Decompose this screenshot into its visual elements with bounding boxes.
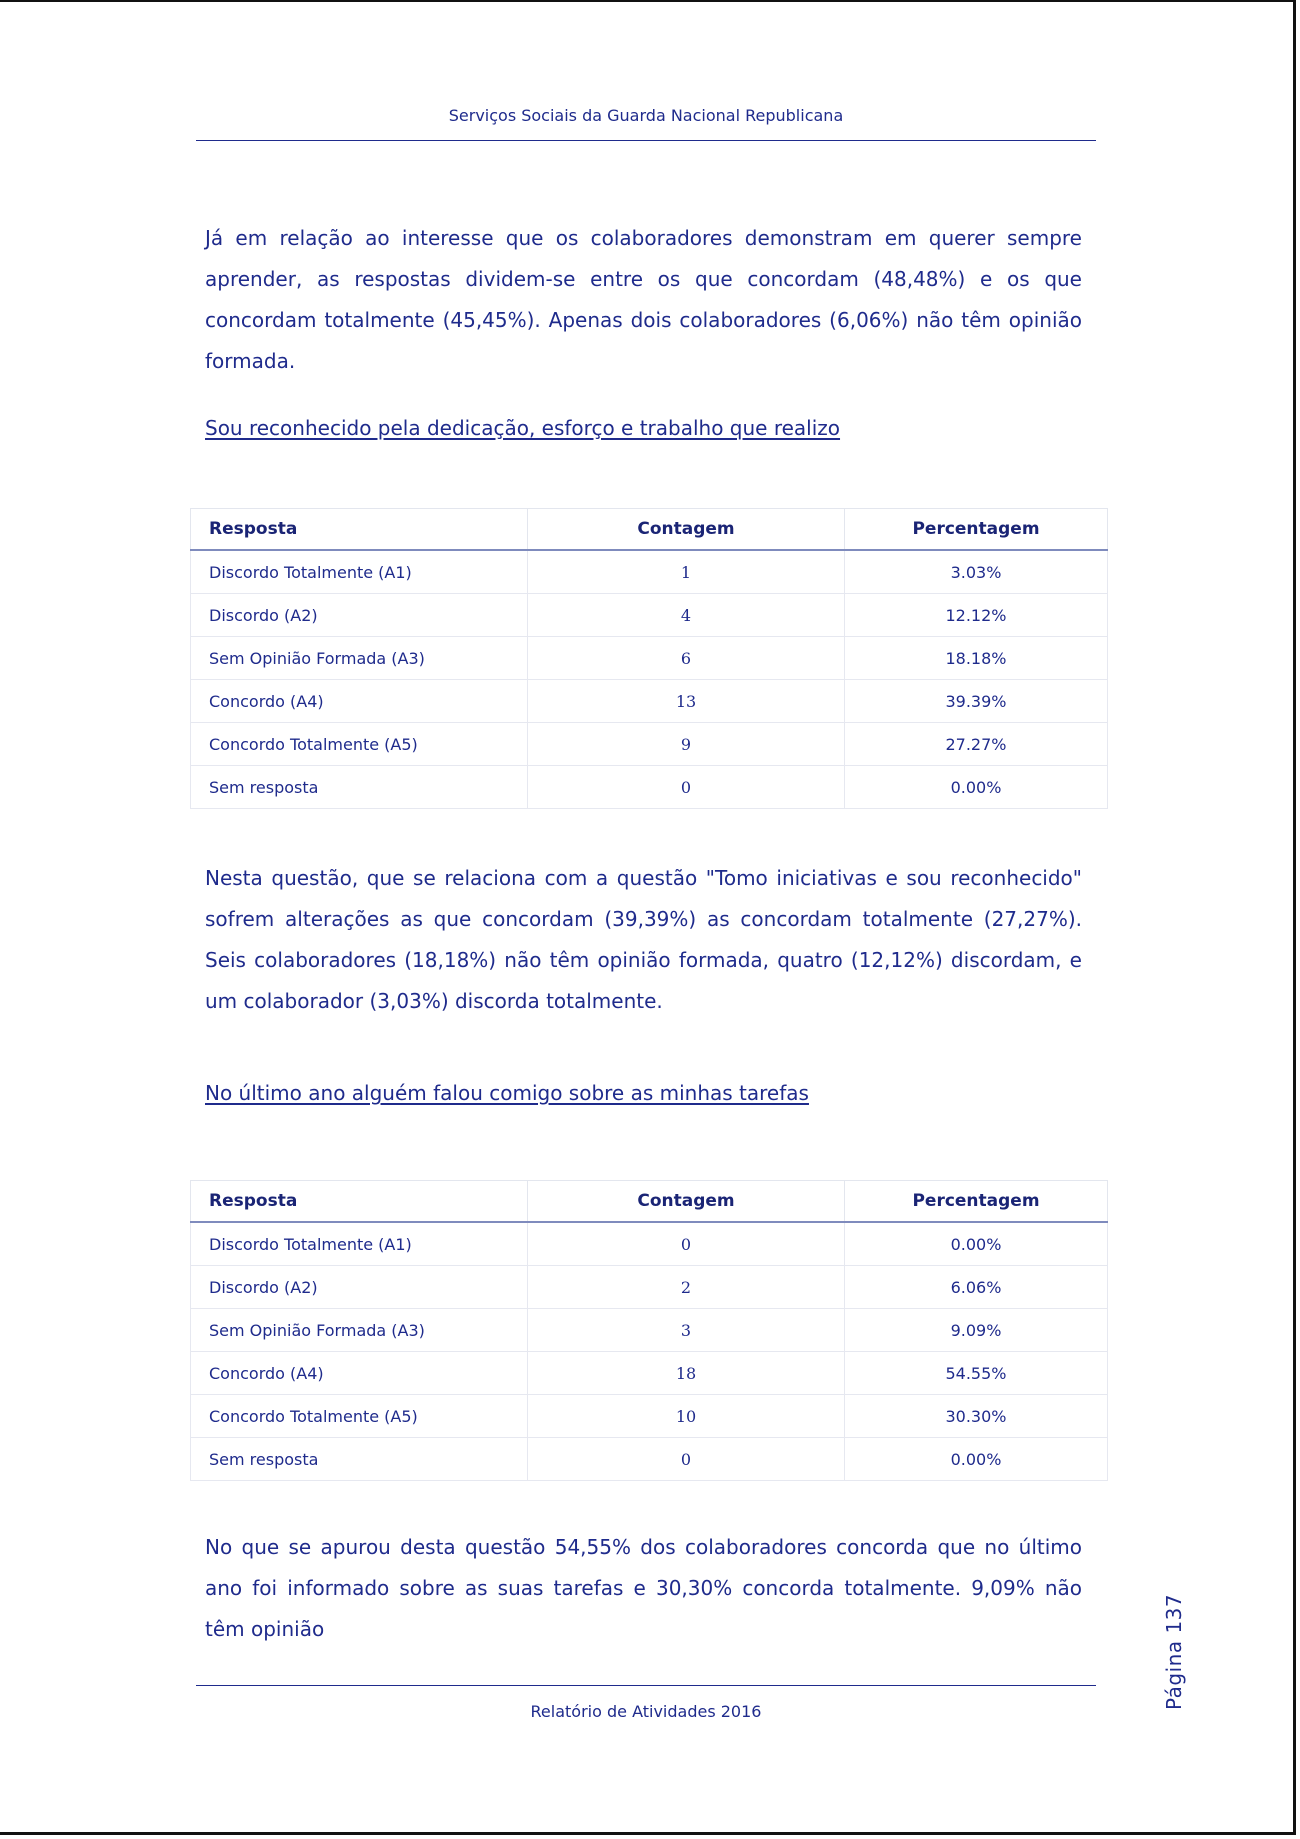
cell-percentagem: 0.00% xyxy=(845,1222,1108,1266)
table-row xyxy=(191,1266,1108,1309)
cell-percentagem: 0.00% xyxy=(845,766,1108,809)
table-header-row xyxy=(191,509,1108,551)
cell-contagem: 13 xyxy=(528,680,845,723)
cell-contagem: 0 xyxy=(528,1222,845,1266)
footer-rule xyxy=(196,1685,1096,1686)
cell-percentagem: 27.27% xyxy=(845,723,1108,766)
column-header-contagem: Contagem xyxy=(528,1181,845,1223)
cell-percentagem: 12.12% xyxy=(845,594,1108,637)
table-row xyxy=(191,723,1108,766)
cell-resposta: Discordo (A2) xyxy=(191,1266,528,1309)
cell-resposta: Concordo (A4) xyxy=(191,1352,528,1395)
cell-contagem: 18 xyxy=(528,1352,845,1395)
table-row xyxy=(191,1222,1108,1266)
table-row xyxy=(191,1309,1108,1352)
cell-resposta: Sem resposta xyxy=(191,1438,528,1481)
cell-resposta: Sem resposta xyxy=(191,766,528,809)
section-heading-1: Sou reconhecido pela dedicação, esforço e trabalho que realizo xyxy=(205,416,841,440)
cell-contagem: 6 xyxy=(528,637,845,680)
column-header-contagem: Contagem xyxy=(528,509,845,551)
cell-contagem: 10 xyxy=(528,1395,845,1438)
cell-resposta: Sem Opinião Formada (A3) xyxy=(191,1309,528,1352)
cell-contagem: 1 xyxy=(528,550,845,594)
cell-resposta: Concordo Totalmente (A5) xyxy=(191,1395,528,1438)
running-header: Serviços Sociais da Guarda Nacional Republicana xyxy=(448,106,844,125)
page-number-vertical: Página 137 xyxy=(1162,1593,1186,1711)
cell-resposta: Discordo Totalmente (A1) xyxy=(191,550,528,594)
cell-resposta: Discordo (A2) xyxy=(191,594,528,637)
paragraph-after-table-2: No que se apurou desta questão 54,55% dos colaboradores concorda que no último ano foi informado sobre as suas tarefas e 30,30% concorda totalmente. 9,09% não têm opinião xyxy=(205,1535,1082,1641)
running-footer: Relatório de Atividades 2016 xyxy=(530,1702,762,1721)
cell-percentagem: 6.06% xyxy=(845,1266,1108,1309)
results-table-1 xyxy=(190,508,1108,809)
cell-percentagem: 54.55% xyxy=(845,1352,1108,1395)
cell-resposta: Concordo Totalmente (A5) xyxy=(191,723,528,766)
table-row xyxy=(191,766,1108,809)
results-table-2 xyxy=(190,1180,1108,1481)
cell-percentagem: 3.03% xyxy=(845,550,1108,594)
cell-contagem: 2 xyxy=(528,1266,845,1309)
cell-percentagem: 39.39% xyxy=(845,680,1108,723)
cell-contagem: 3 xyxy=(528,1309,845,1352)
section-heading-2: No último ano alguém falou comigo sobre as minhas tarefas xyxy=(205,1081,809,1105)
paragraph-intro: Já em relação ao interesse que os colaboradores demonstram em querer sempre aprender, as respostas dividem-se entre os que concordam (48,48%) e os que concordam totalmente (45,45%). Apenas dois colaboradores (6,06%) não têm opinião formada. xyxy=(205,226,1082,373)
cell-contagem: 4 xyxy=(528,594,845,637)
column-header-percentagem: Percentagem xyxy=(845,1181,1108,1223)
column-header-percentagem: Percentagem xyxy=(845,509,1108,551)
cell-percentagem: 18.18% xyxy=(845,637,1108,680)
cell-percentagem: 9.09% xyxy=(845,1309,1108,1352)
table-row xyxy=(191,1395,1108,1438)
column-header-resposta: Resposta xyxy=(191,509,528,551)
table-row xyxy=(191,594,1108,637)
table-row xyxy=(191,637,1108,680)
cell-contagem: 0 xyxy=(528,766,845,809)
cell-resposta: Sem Opinião Formada (A3) xyxy=(191,637,528,680)
cell-percentagem: 30.30% xyxy=(845,1395,1108,1438)
cell-percentagem: 0.00% xyxy=(845,1438,1108,1481)
cell-resposta: Concordo (A4) xyxy=(191,680,528,723)
header-rule xyxy=(196,140,1096,141)
table-row xyxy=(191,1438,1108,1481)
table-row xyxy=(191,550,1108,594)
column-header-resposta: Resposta xyxy=(191,1181,528,1223)
table-row xyxy=(191,1352,1108,1395)
table-row xyxy=(191,680,1108,723)
paragraph-after-table-1: Nesta questão, que se relaciona com a questão "Tomo iniciativas e sou reconhecido" sofrem alterações as que concordam (39,39%) as concordam totalmente (27,27%). Seis colaboradores (18,18%) não têm opinião formada, quatro (12,12%) discordam, e um colaborador (3,03%) discorda totalmente. xyxy=(205,866,1082,1013)
table-header-row xyxy=(191,1181,1108,1223)
cell-contagem: 9 xyxy=(528,723,845,766)
cell-resposta: Discordo Totalmente (A1) xyxy=(191,1222,528,1266)
cell-contagem: 0 xyxy=(528,1438,845,1481)
